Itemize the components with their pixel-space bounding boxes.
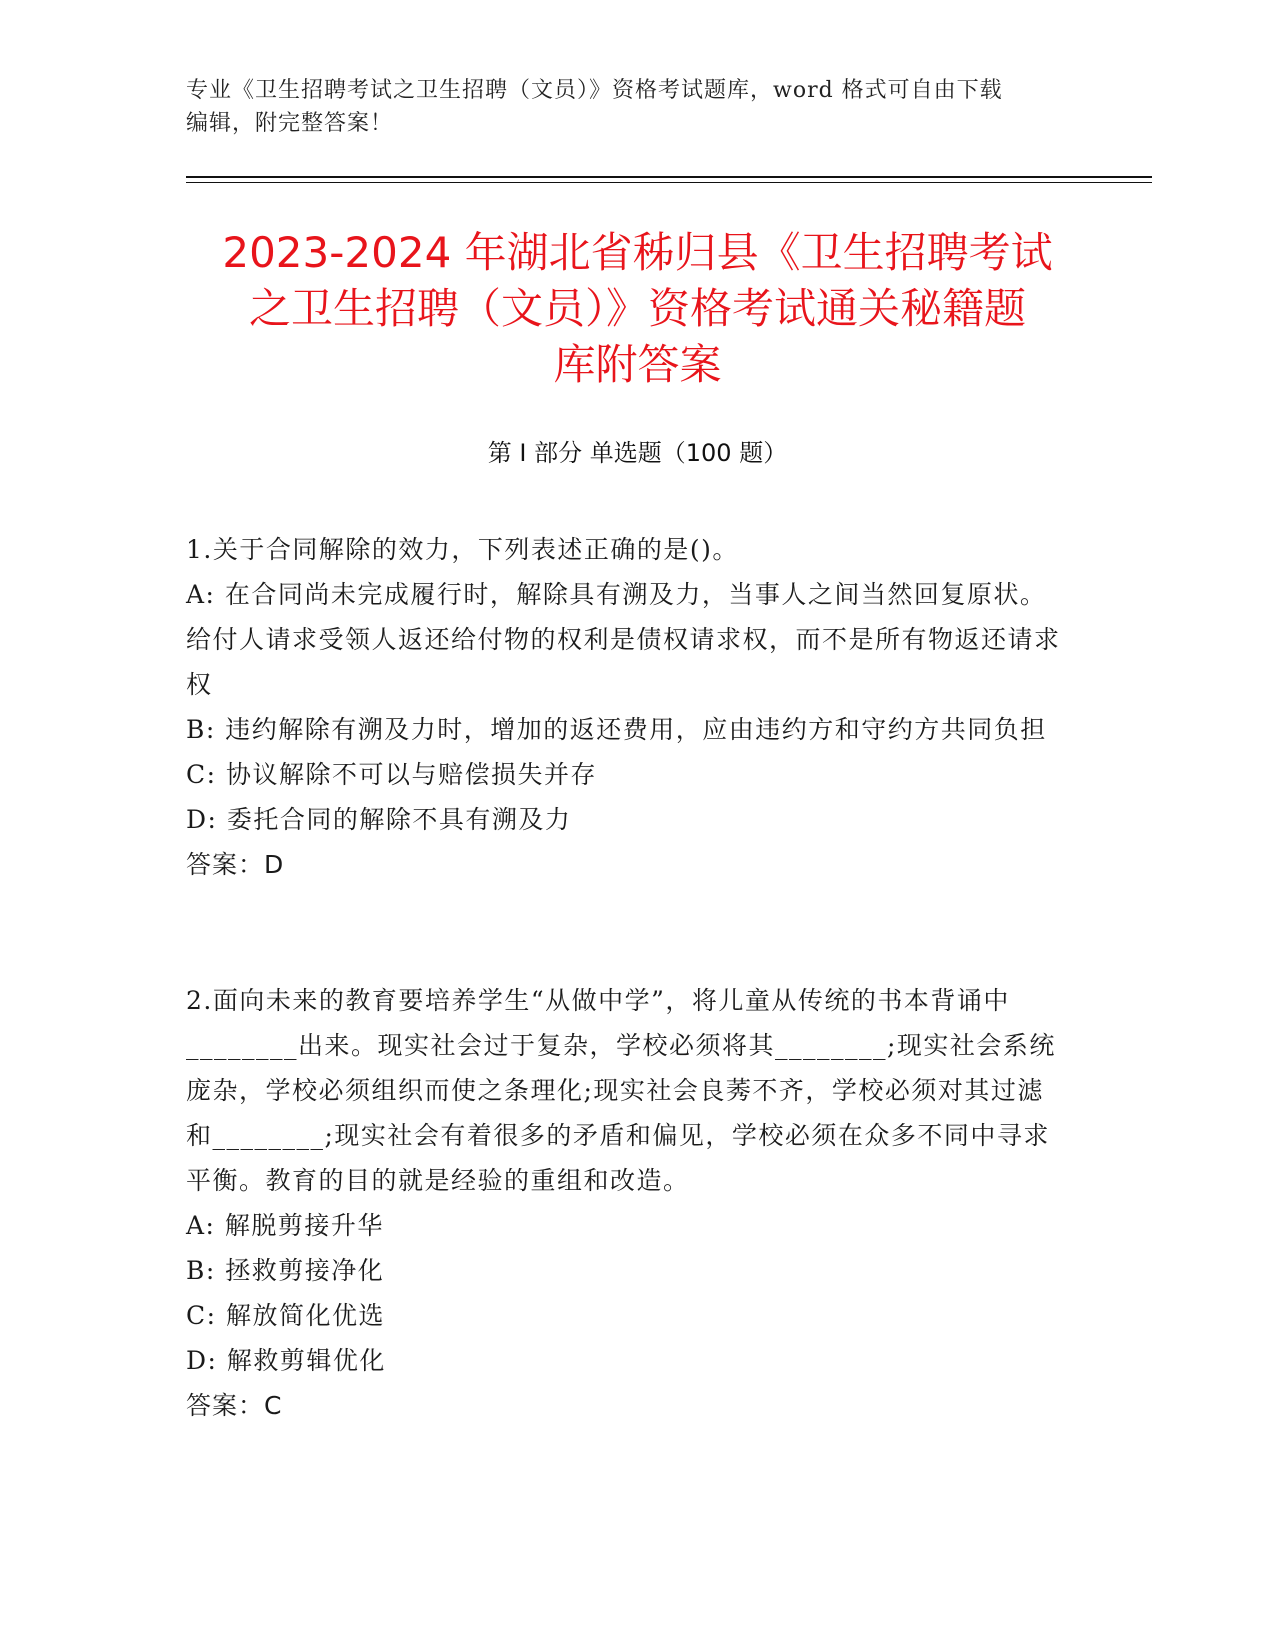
option-c: C: 解放简化优选 [186, 1301, 385, 1330]
title-line-2: 之卫生招聘（文员）》资格考试通关秘籍题 [248, 284, 1026, 333]
option-d: D: 委托合同的解除不具有溯及力 [186, 805, 572, 834]
question-1 [186, 527, 1066, 887]
option-c: C: 协议解除不可以与赔偿损失并存 [186, 760, 597, 789]
option-b: B: 违约解除有溯及力时，增加的返还费用，应由违约方和守约方共同负担 [186, 715, 1047, 744]
option-b: B: 拯救剪接净化 [186, 1256, 385, 1285]
header-note-line-1: 专业《卫生招聘考试之卫生招聘（文员）》资格考试题库，word 格式可自由下载 [186, 78, 1003, 103]
question-stem: 1.关于合同解除的效力，下列表述正确的是()。 [186, 535, 739, 564]
option-d: D: 解救剪辑优化 [186, 1346, 386, 1375]
answer: 答案：D [186, 850, 285, 879]
header-divider-thin [186, 182, 1152, 183]
answer: 答案：C [186, 1391, 283, 1420]
option-a: A: 解脱剪接升华 [186, 1211, 384, 1240]
header-note [186, 74, 1066, 140]
document-title [150, 225, 1125, 393]
title-line-1: 2023-2024 年湖北省秭归县《卫生招聘考试 [222, 228, 1053, 277]
question-stem: 2.面向未来的教育要培养学生“从做中学”，将儿童从传统的书本背诵中________出来。现实社会过于复杂，学校必须将其________;现实社会系统庞杂，学校必须组织而使之条理化;现实社会良莠不齐，学校必须对其过滤和________;现实社会有着很多的矛盾和偏见，学校必须在众多不同中寻求平衡。教育的目的就是经验的重组和改造。 [186, 986, 1056, 1195]
option-a: A: 在合同尚未完成履行时，解除具有溯及力，当事人之间当然回复原状。给付人请求受领人返还给付物的权利是债权请求权，而不是所有物返还请求权 [186, 580, 1061, 699]
question-2 [186, 978, 1066, 1428]
header-note-line-2: 编辑，附完整答案！ [186, 111, 394, 136]
header-divider-thick [186, 176, 1152, 178]
title-line-3: 库附答案 [553, 340, 722, 389]
section-title: 第 I 部分 单选题（100 题） [487, 439, 788, 467]
